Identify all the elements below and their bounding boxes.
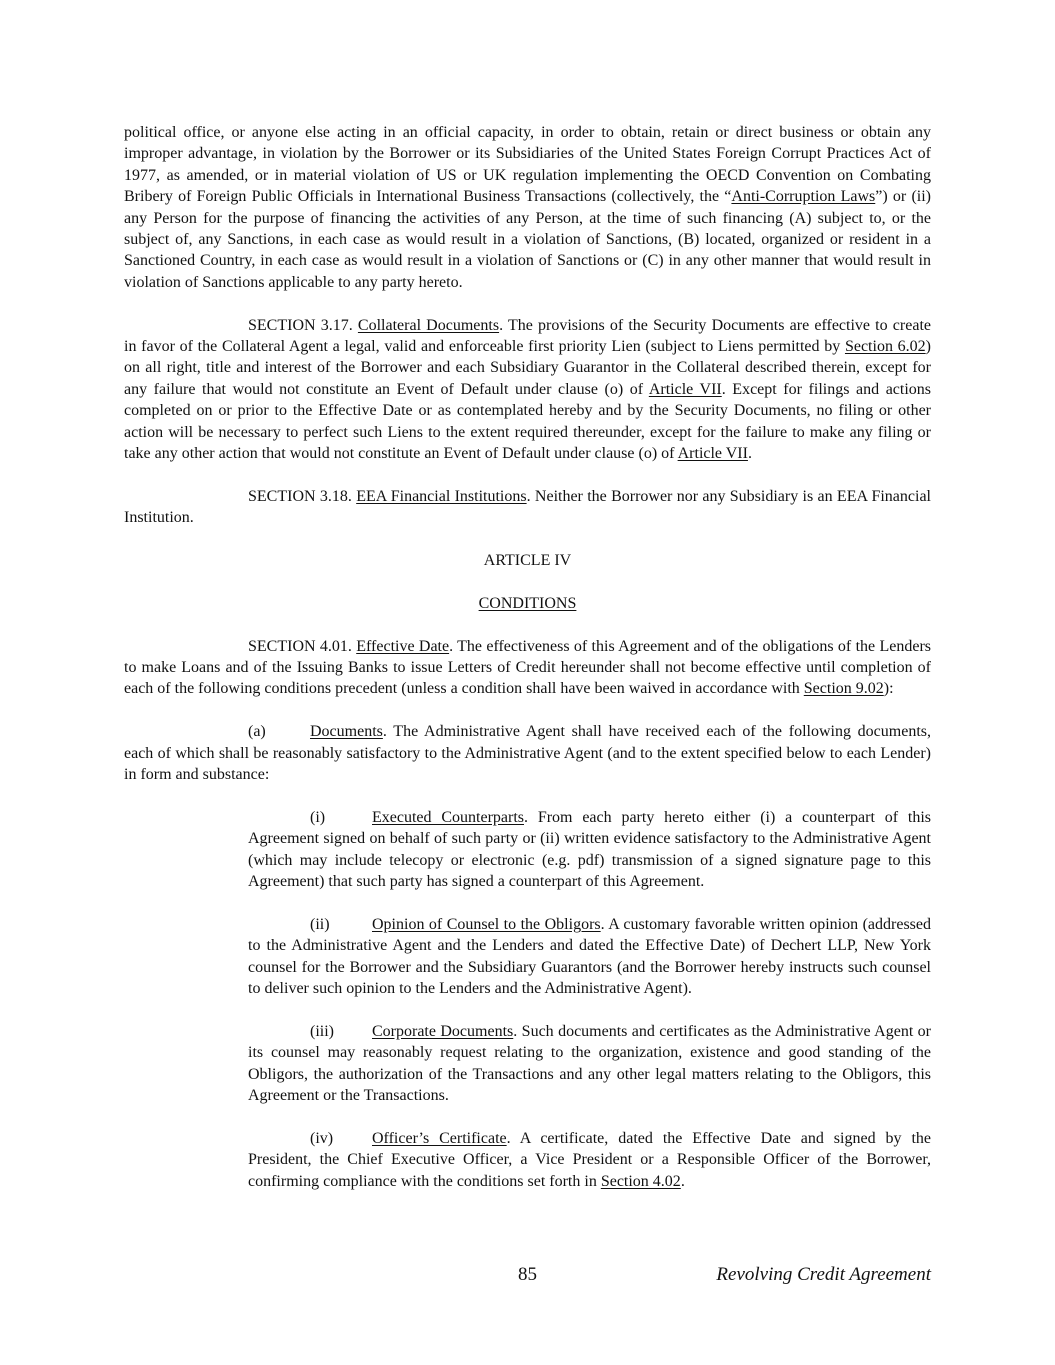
paragraph-text: ) on all right, title and interest of the Borrower and each Subsidiary Guarantor in the Collateral described therein, except for any failure that would not constitute an Event of Default under clause (o) of xyxy=(124,338,931,398)
paragraph-text: . The Administrative Agent shall have received each of the following documents, each of which shall be reasonably satisfactory to the Administrative Agent (and to the extent specified below to each Lender) in form and substance: xyxy=(124,723,931,784)
cross-reference-link: Documents xyxy=(310,723,383,741)
paragraph-text: . Neither the Borrower nor any Subsidiary is an EEA Financial Institution. xyxy=(124,487,931,527)
document-page xyxy=(124,122,931,1214)
cross-reference-link: Article VII xyxy=(677,445,748,463)
paragraph-text: SECTION 4.01. xyxy=(248,637,357,655)
cross-reference-link: Section 6.02 xyxy=(844,338,926,356)
paragraph-text: . A certificate, dated the Effective Date and signed by the President, the Chief Executive Officer, a Vice President or a Responsible Officer of the Borrower, confirming compliance with the conditions set forth in xyxy=(248,1129,932,1190)
clause-label: (i) xyxy=(310,808,326,826)
cross-reference-link: Effective Date xyxy=(356,637,450,655)
cross-reference-link: Collateral Documents xyxy=(357,316,500,334)
article-heading xyxy=(124,550,931,571)
section-4-01 xyxy=(124,636,931,700)
section-3-18 xyxy=(124,486,931,529)
cross-reference-link: Article VII xyxy=(648,380,722,398)
clause-ii-opinion-of-counsel xyxy=(248,914,931,1000)
paragraph-text: . xyxy=(680,1172,685,1190)
cross-reference-link: Officer’s Certificate xyxy=(372,1129,507,1147)
document-title: Revolving Credit Agreement xyxy=(716,1264,931,1285)
clause-i-executed-counterparts xyxy=(248,807,931,893)
paragraph-text: . The provisions of the Security Documents are effective to create in favor of the Collateral Agent a legal, valid and enforceable first priority Lien (subject to Liens permitted by xyxy=(124,316,931,356)
cross-reference-link: Opinion of Counsel to the Obligors xyxy=(372,915,601,933)
paragraph-text: . xyxy=(747,445,752,463)
paragraph-text: ARTICLE IV xyxy=(483,552,572,570)
paragraph-text: ”) or (ii) any Person for the purpose of financing the activities of any Person, at the time of such financing (A) subject to, or the subject of, any Sanctions, in each case as would result in a violation of Sanctions, (B) located, organized or resident in a Sanctioned Country, in each case as would result in a violation of Sanctions or (C) in any other manner that would result in violation of Sanctions applicable to any party hereto. xyxy=(124,188,931,291)
article-subheading xyxy=(124,593,931,614)
paragraph-text: . The effectiveness of this Agreement and of the obligations of the Lenders to make Loans and of the Issuing Banks to issue Letters of Credit hereunder shall not become effective until completion of each of the following conditions precedent (unless a condition shall have been waived in accordance with xyxy=(124,637,931,698)
paragraph-text: . Except for filings and actions completed on or prior to the Effective Date or as contemplated hereby and by the Security Documents, no filing or other action will be necessary to perfect such Liens to the extent required thereunder, except for the failure to make any filing or take any other action that would not constitute an Event of Default under clause (o) of xyxy=(124,380,932,463)
cross-reference-link: EEA Financial Institutions xyxy=(356,487,527,505)
cross-reference-link: Anti-Corruption Laws xyxy=(731,188,876,206)
paragraph-text: political office, or anyone else acting in an official capacity, in order to obtain, retain or direct business or obtain any improper advantage, in violation by the Borrower or its Subsidiaries of the United States Foreign Corrupt Practices Act of 1977, as amended, or in material violation of US or UK regulation implementing the OECD Convention on Combating Bribery of Foreign Public Officials in International Business Transactions (collectively, the “ xyxy=(124,124,931,206)
paragraph-text: SECTION 3.17. xyxy=(248,316,358,334)
paragraph-text: ): xyxy=(883,680,894,698)
paragraph-text: . A customary favorable written opinion (addressed to the Administrative Agent and the Lenders and dated the Effective Date) of Dechert LLP, New York counsel for the Borrower and the Subsidiary Guarantors (and the Borrower hereby instructs such counsel to deliver such opinion to the Lenders and the Administrative Agent). xyxy=(248,915,932,998)
clause-label: (iv) xyxy=(310,1129,334,1147)
clause-label: (a) xyxy=(248,723,266,741)
paragraph-text: SECTION 3.18. xyxy=(248,487,357,505)
paragraph-anti-corruption-continued xyxy=(124,122,931,293)
cross-reference-link: CONDITIONS xyxy=(478,594,577,612)
section-3-17 xyxy=(124,315,931,465)
paragraph-text: . From each party hereto either (i) a counterpart of this Agreement signed on behalf of such party or (ii) written evidence satisfactory to the Administrative Agent (which may include telecopy or electronic (e.g. pdf) transmission of a signed signature page to this Agreement) that such party has signed a counterpart of this Agreement. xyxy=(248,808,932,891)
page-footer xyxy=(124,1264,931,1288)
clause-label: (iii) xyxy=(310,1022,334,1040)
clause-iv-officers-certificate xyxy=(248,1128,931,1192)
clause-iii-corporate-documents xyxy=(248,1021,931,1107)
cross-reference-link: Section 4.02 xyxy=(600,1172,681,1190)
page-number: 85 xyxy=(518,1264,537,1285)
clause-label: (ii) xyxy=(310,915,330,933)
cross-reference-link: Executed Counterparts xyxy=(372,808,524,826)
cross-reference-link: Section 9.02 xyxy=(803,680,884,698)
cross-reference-link: Corporate Documents xyxy=(372,1022,514,1040)
clause-a-documents xyxy=(124,721,931,785)
paragraph-text: . Such documents and certificates as the Administrative Agent or its counsel may reasonably request relating to the organization, existence and good standing of the Obligors, the authorization of the Transactions and any other legal matters relating to the Obligors, this Agreement or the Transactions. xyxy=(248,1022,931,1105)
